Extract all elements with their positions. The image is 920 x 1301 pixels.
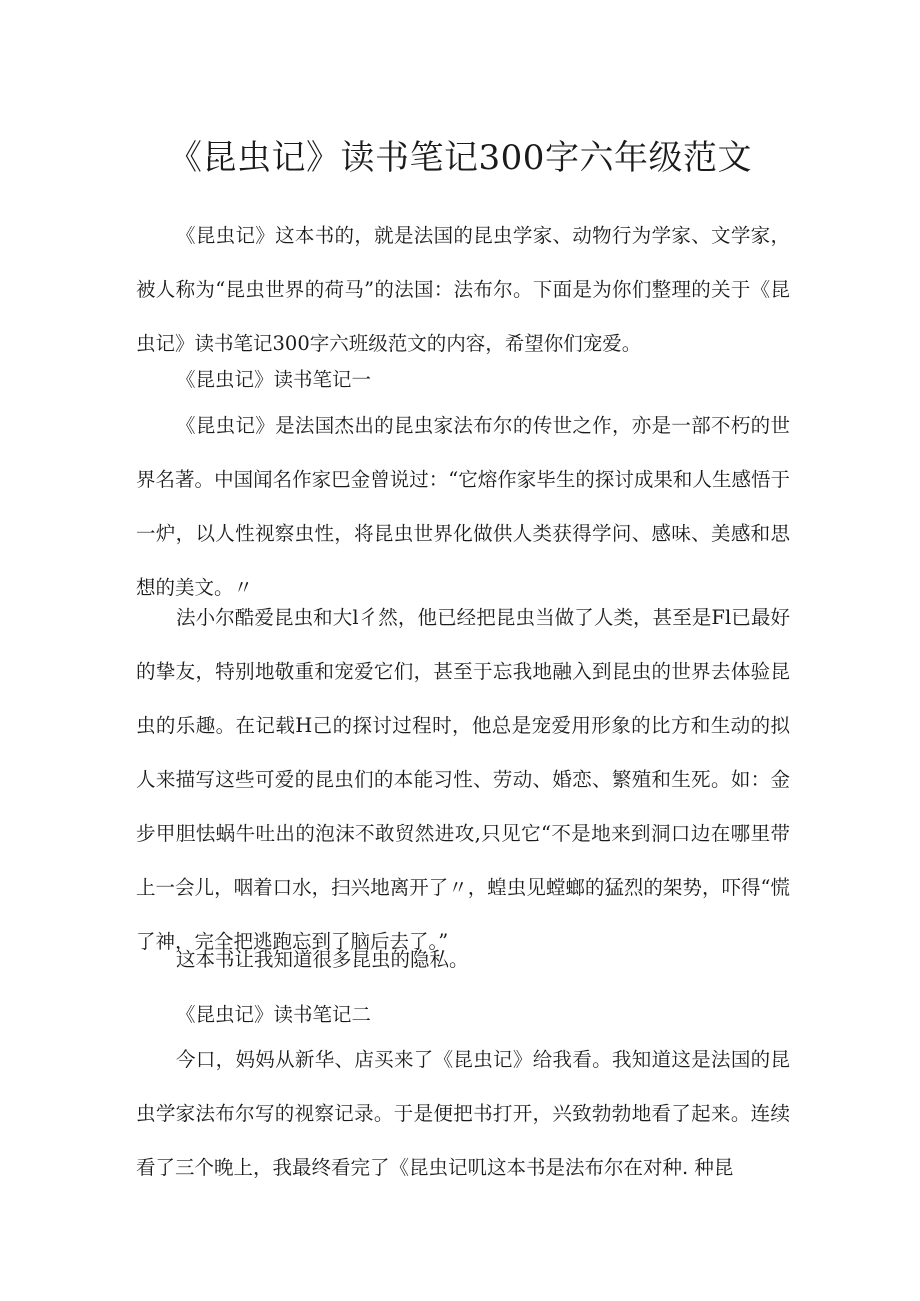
intro-paragraph: 《昆虫记》这本书的，就是法国的昆虫学家、动物行为学家、文学家，被人称为“昆虫世界的荷马”的法国：法布尔。下面是为你们整理的关于《昆虫记》读书笔记300字六班级范文的内容，希望你们宠爱。: [136, 224, 790, 355]
paragraph-1: 《昆虫记》是法国杰出的昆虫家法布尔的传世之作，亦是一部不朽的世界名著。中国闻名作家巴金曾说过：“它熔作家毕生的探讨成果和人生感悟于一炉，以人性视察虫性，将昆虫世界化做供人类获得学问、感味、美感和思想的美文。〃: [136, 414, 790, 599]
paragraph-4: 今口，妈妈从新华、店买来了《昆虫记》给我看。我知道这是法国的昆虫学家法布尔写的视察记录。于是便把书打开，兴致勃勃地看了起来。连续看了三个晚上，我最终看完了《昆虫记叽这本书是法布尔在对种. 种昆: [136, 1048, 790, 1179]
document-title: 《昆虫记》读书笔记300字六年级范文: [168, 138, 752, 178]
paragraph-3: 这本书让我知道很多昆虫的隐私。: [176, 948, 469, 971]
paragraph-2: 法小尔酷爱昆虫和大l彳然，他已经把昆虫当做了人类，甚至是Fl已最好的挚友，特别地敬重和宠爱它们，甚至于忘我地融入到昆虫的世界去体验昆虫的乐趣。在记载H己的探讨过程时，他总是宠爱用形象的比方和生动的拟人来描写这些可爱的昆虫们的本能习性、劳动、婚恋、繁殖和生死。如：金步甲胆怯蜗牛吐出的泡沫不敢贸然进攻,只见它“不是地来到洞口边在哪里带上一会儿，咽着口水，扫兴地离开了〃，蝗虫见螳螂的猛烈的架势，吓得“慌了神，完全把逃跑忘到了脑后去了。”: [136, 606, 790, 953]
section-heading-2: 《昆虫记》读书笔记二: [176, 1003, 372, 1026]
section-heading-1: 《昆虫记》读书笔记一: [176, 368, 372, 391]
